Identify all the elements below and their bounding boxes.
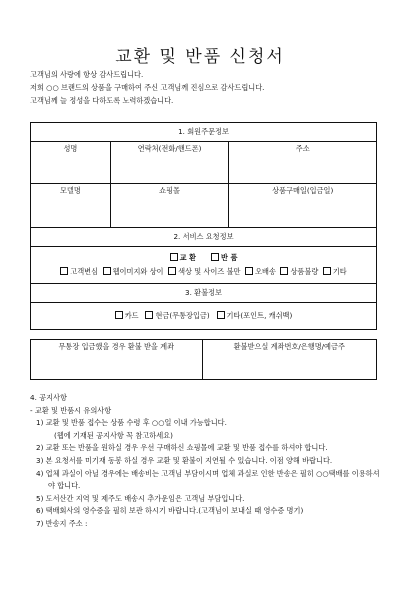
intro-line: 저희 ○○ 브랜드의 상품을 구매하여 주신 고객님께 진심으로 감사드립니다. — [30, 83, 265, 92]
reason-misdelivery-checkbox[interactable]: 오배송 — [245, 267, 276, 276]
notice-item: 4) 업체 과실이 아닐 경우에는 배송비는 고객님 부담이시며 업체 과실로 인한 반송은 필히 ○○택배를 이용하셔야 합니다. — [36, 468, 380, 491]
purchase-date-field[interactable]: 상품구매일(입금일) — [229, 184, 377, 228]
refund-cash-checkbox[interactable]: 현금(무통장입금) — [145, 311, 209, 320]
intro-text — [30, 68, 264, 107]
notice-item: 5) 도서산간 지역 및 제주도 배송시 추가운임은 고객님 부담입니다. — [36, 493, 245, 503]
refund-method-options — [31, 303, 377, 330]
address-field[interactable]: 주소 — [229, 142, 377, 184]
reason-change-mind-checkbox[interactable]: 고객변심 — [60, 267, 98, 276]
reason-other-checkbox[interactable]: 기타 — [323, 267, 347, 276]
shop-field[interactable]: 쇼핑몰 — [110, 184, 229, 228]
reason-defect-checkbox[interactable]: 상품불량 — [280, 267, 318, 276]
notice-item: 1) 교환 및 반품 접수는 상품 수령 후 ○○일 이내 가능합니다. — [36, 418, 227, 428]
section-title-member-order: 1. 회원주문정보 — [31, 123, 377, 142]
intro-line: 고객님의 사랑에 항상 감사드립니다. — [30, 70, 144, 79]
intro-line: 고객님께 늘 정성을 다하도록 노력하겠습니다. — [30, 96, 174, 105]
refund-other-checkbox[interactable]: 기타(포인트, 캐쉬백) — [217, 311, 293, 320]
notice-item: (웹에 기재된 공지사항 꼭 참고하세요) — [54, 430, 173, 440]
reason-color-size-checkbox[interactable]: 색상 및 사이즈 불만 — [168, 267, 240, 276]
member-order-table — [30, 122, 377, 330]
refund-account-field[interactable]: 무통장 입금했을 경우 환불 받을 계좌 — [31, 340, 203, 380]
refund-bank-info-field[interactable]: 환불받으실 계좌번호/은행명/예금주 — [202, 340, 377, 380]
service-request-options — [31, 247, 377, 284]
refund-card-checkbox[interactable]: 카드 — [115, 311, 139, 320]
model-field[interactable]: 모델명 — [31, 184, 111, 228]
notice-heading: 4. 공지사항 — [30, 393, 67, 402]
notice-item: 7) 반송지 주소 : — [36, 518, 88, 528]
section-title-refund: 3. 환불정보 — [31, 284, 377, 303]
notice-item: 6) 택배회사의 영수증을 필히 보관 하시기 바랍니다.(고객님이 보내실 때 영수증 명기) — [36, 506, 304, 516]
name-field[interactable]: 성명 — [31, 142, 111, 184]
notice-subheading: - 교환 및 반품시 유의사항 — [30, 405, 112, 415]
page-title: 교환 및 반품 신청서 — [115, 47, 285, 67]
notice-item: 3) 본 요청서를 미기재 동봉 하실 경우 교환 및 환불이 지연될 수 있습니다. 이점 양해 바랍니다. — [36, 455, 333, 465]
reason-image-diff-checkbox[interactable]: 웹이미지와 상이 — [103, 267, 164, 276]
section-title-service-request: 2. 서비스 요청정보 — [31, 228, 377, 247]
return-checkbox[interactable]: 반 품 — [211, 253, 237, 262]
contact-field[interactable]: 연락처(전화/핸드폰) — [110, 142, 229, 184]
notice-item: 2) 교환 또는 반품을 원하실 경우 우선 구매하신 쇼핑몰에 교환 및 반품 접수를 하셔야 합니다. — [36, 443, 328, 453]
notice-section — [30, 392, 380, 531]
refund-account-table — [30, 339, 377, 380]
exchange-checkbox[interactable]: 교 환 — [170, 253, 196, 262]
